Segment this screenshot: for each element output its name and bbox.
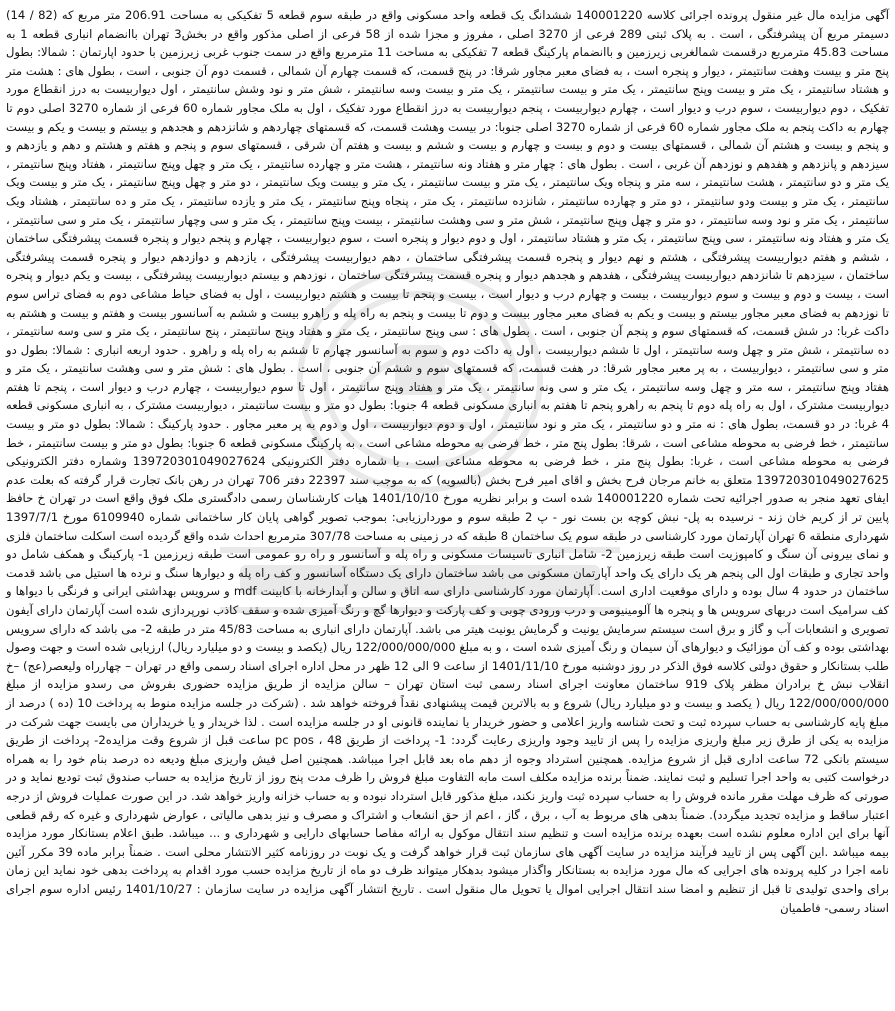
notice-body-text: آگهی مزایده مال غیر منقول پرونده اجرائی کلاسه 140001220 ششدانگ یک قطعه واحد مسکونی واقع در طبقه سوم قطعه 5 تفکیکی به مساحت 206.91 متر مربع که (82 / 14) دسیمتر مربع آن پیشرفتگی ، است . به پلاک ثبتی 289 فرعی از 3270 اصلی ، مفروز و مجزا شده از 58 فرعی از اصلی مذکور واقع در بخش3 تهران باانضمام انباری قطعه 1 به مساحت 45.83 مترمربع درقسمت شمالغربی زیرزمین و باانضمام پارکینگ قطعه 7 تفکیکی به مساحت 11 مترمربع واقع در سمت جنوب غربی زیرزمین با حدود اپارتمان : شمالا: بطول پنج متر و بیست وهفت سانتیمتر ، دیوار و پنجره است ، به فضای معبر مجاور شرقا: در پنج قسمت، که قسمت چهارم آن شمالی ، قسمت دوم آن جنوبی ، است ، بطول های : هشت متر و هشتاد سانتیمتر ، یک متر و بیست وپنج سانتیمتر ، یک متر و بیست سانتیمتر ، یک متر و بیست وسه سانتیمتر ، شش متر و نود وشش سانتیمتر ، اول دیواربیست به درز انقطاع مورد تفکیک ، دوم دیواربیست ، سوم درب و دیوار است ، چهارم دیواربیست ، پنجم دیواربیست به درز انقطاع مورد تفکیک ، اول به ملک مجاور شماره 60 فرعی از شماره 3270 اصلی دوم تا چهارم به داکت پنجم به ملک مجاور شماره 60 فرعی از شماره 3270 اصلی جنوبا: در بیست وهشت قسمت، که قسمتهای چهاردهم و شانزدهم و هجدهم و بیستم و بیست و یکم و بیست و پنجم و بیست و هشتم آن شمالی ، قسمتهای بیست و دوم و بیست و چهارم و بیست و ششم و بیست و هفتم آن شرقی ، قسمتهای سوم و پنجم و هفتم و هشتم و دهم و یازدهم و سیزدهم و پانزدهم و هفدهم و نوزدهم آن غربی ، است . بطول های : چهار متر و هفتاد ونه سانتیمتر ، هشت متر و چهارده سانتیمتر ، یک متر و چهل وپنج سانتیمتر ، هفتاد وپنج سانتیمتر ، یک متر و دو سانتیمتر ، هشت سانتیمتر ، سه متر و پنجاه ویک سانتیمتر ، یک متر و بیست سانتیمتر ، یک متر و بیست ویک سانتیمتر ، دو متر و چهل وپنج سانتیمتر ، یک متر و بیست ویک سانتیمتر ، یک متر و بیست ودو سانتیمتر ، دو متر و چهارده سانتیمتر ، شانزده سانتیمتر ، یک متر ، پنجاه وپنج سانتیمتر ، یک متر و یازده سانتیمتر ، یک متر و ده سانتیمتر ، هشتاد ویک سانتیمتر ، یک متر و نود وسه سانتیمتر ، دو متر و چهل وپنج سانتیمتر ، شش متر و سی وهشت سانتیمتر ، بیست وپنج سانتیمتر ، یک متر و سی وچهار سانتیمتر ، یک متر و سی سانتیمتر ، یک متر و هفتاد ونه سانتیمتر ، سی وپنج سانتیمتر ، یک متر و هشتاد سانتیمتر ، اول و دوم دیوار و پنجره است ، سوم دیواربیست ، چهارم و پنجم دیوار و پنجره قسمت پیشرفتگی ساختمان ، ششم و هفتم دیواربیست پیشرفتگی ، هشتم و نهم دیوار و پنجره قسمت پیشرفتگی ساختمان ، دهم دیواربیست پیشرفتگی ، یازدهم و دوازدهم دیوار و پنجره قسمت پیشرفتگی ساختمان ، سیزدهم تا شانزدهم دیواربیست پیشرفتگی ، هفدهم و هجدهم دیوار و پنجره قسمت پیشرفتگی ساختمان ، نوزدهم و بیستم دیواربیست پیشرفتگی ، بیست و یکم دیوار و پنجره است ، بیست و دوم و بیست و سوم دیواربیست ، بیست و چهارم درب و دیوار است ، بیست و پنجم تا بیست و هشتم دیواربیست ، اول به فضای حیاط مشاعی دوم به فضای تراس سوم تا نوزدهم به فضای معبر مجاور بیستم و بیست و یکم به فضای معبر مجاور بیست و دوم تا بیست و پنجم به راه پله و راهرو بیست و ششم به آسانسور بیست و هفتم و بیست و هشتم به داکت غربا: در شش قسمت، که قسمتهای سوم و پنجم آن جنوبی ، است . بطول های : سی وپنج سانتیمتر ، یک متر و هفتاد وپنج سانتیمتر ، پنج سانتیمتر ، یک متر و سی وسه سانتیمتر ، ده سانتیمتر ، شش متر و چهل وسه سانتیمتر ، اول تا ششم دیواربیست ، اول به داکت دوم و سوم به آسانسور چهارم تا ششم به راه پله و راهرو . حدود اربعه انباری : شمالا: بطول دو متر و سی سانتیمتر ، دیواربیست ، به پر معبر مجاور شرقا: در هفت قسمت، که قسمتهای سوم و ششم آن جنوبی ، است . بطول های : شش متر و سی وهشت سانتیمتر ، یک متر و هفتاد وپنج سانتیمتر ، سه متر و چهل وسه سانتیمتر ، یک متر و سی ونه سانتیمتر ، یک متر و هفتاد وپنج سانتیمتر ، اول تا سوم دیواربیست ، چهارم درب و دیوار است ، پنجم تا هفتم دیواربیست مشترک ، اول به راه پله دوم تا پنجم به راهرو پنجم تا هفتم به انباری مسکونی قطعه 4 جنوبا: بطول دو متر و بیست سانتیمتر ، دیواربیست مشترک ، به انباری مسکونی قطعه 4 غربا: در دو قسمت، بطول های : نه متر و دو سانتیمتر ، یک متر و نود سانتیمتر ، اول و دوم دیواربیست ، اول و دوم به پر معبر مجاور . حدود پارکینگ : شمالا: بطول دو متر و بیست سانتیمتر ، خط فرضی به محوطه مشاعی است ، شرقا: بطول پنج متر ، خط فرضی به محوطه مشاعی است ، به پارکینگ مسکونی قطعه 6 جنوبا: بطول دو متر و بیست سانتیمتر ، خط فرضی به محوطه مشاعی است ، غربا: بطول پنج متر ، خط فرضی به محوطه مشاعی است ، با شماره دفتر الکترونیکی 139720301049027624 وشماره دفتر الکترونیکی 139720301049027625 متعلق به خانم مرجان فرح بخش و اقای امیر فرح بخش (بالسویه) که به موجب سند 22397 دفتر 706 تهران در رهن بانک تجارت قرار گرفته که بعلت عدم ایفای تعهد منجر به صدور اجرائیه تحت شماره 140001220 شده است و برابر نظریه مورخ 1401/10/10 هیات کارشناسان رسمی دادگستری ملک فوق واقع است در تهران خ حافظ پایین تر از کریم خان زند - نرسیده به پل- نبش کوچه بن بست نور - پ 2 طبقه سوم و موردارزیابی: بموجب تصویر گواهی پایان کار ساختمانی شماره 6109940 مورخ 1397/7/1 شهرداری منطقه 6 تهران آپارتمان مورد کارشناسی در طبقه سوم یک ساختمان 8 طبقه که در زمینی به مساحت 307/78 مترمربع احداث شده واقع گردیده است اسکلت ساختمان فلزی و نمای بیرونی آن سنگ و کامپوزیت است طبقه زیرزمین 2- شامل انباری تاسیسات مسکونی و راه پله و آسانسور و راه رو عمومی است طبقه زیرزمین 1- پارکینگ و همکف شامل دو واحد تجاری و طبقات اول الی پنجم هر یک دارای یک واحد آپارتمان مسکونی می باشد ساختمان دارای یک دستگاه آسانسور و کف راه پله و دیوارها سنگ و نرده ها استیل می باشد قدمت ساختمان در حدود 4 سال بوده و دارای موقعیت اداری است. آپارتمان مورد کارشناسی دارای سه اتاق و سالن و آبدارخانه با کابینت mdf و سرویس بهداشتی ایرانی و فرنگی با دیواها و کف سرامیک است دربهای سرویس ها و پنجره ها آلومینیومی و درب ورودی چوبی و کف پارکت و دیوارها گچ و رنگ آمیزی شده و سقف کاذب نورپردازی شده است آپارتمان دارای آیفون تصویری و انشعابات آب و گاز و برق است سیستم سرمایش یونیت و گرمایش یونیت هیتر می باشد. آپارتمان دارای انباری به مساحت 45/83 متر در طبقه 2- می باشد که دارای سرویس بهداشتی بوده و کف آن موزائیک و دیوارهای آن سیمان و رنگ آمیزی شده است ، و به مبلغ 122/000/000/000 ریال (یکصد و بیست و دو میلیارد ریال) ارزیابی شده است و جهت وصول طلب بستانکار و حقوق دولتی کلاسه فوق الذکر در روز دوشنبه مورخ 1401/11/10 از ساعت 9 الی 12 ظهر در محل اداره اجرای اسناد رسمی واقع در تهران – چهارراه ولیعصر(عج) –خ انقلاب نبش خ برادران مظفر پلاک 919 ساختمان معاونت اجرای اسناد رسمی ثبت استان تهران – سالن مزایده از طریق مزایده حضوری بفروش می رسدو مزایده از مبلغ 122/000/000/000 ریال ( یکصد و بیست و دو میلیارد ریال) شروع و به بالاترین قیمت پیشنهادی نقداً فروخته خواهد شد . (شرکت در جلسه مزایده منوط به پرداخت 10 (ده ) درصد از مبلغ پایه کارشناسی به حساب سپرده ثبت و تحت شناسه واریز اعلامی و حضور خریدار یا نماینده قانونی او در جلسه مزایده است . لذا خریدار و یا خریداران می بایست جهت شرکت در مزایده به یکی از طرق زیر مبلغ واریزی مزایده را پس از تایید وجود واریزی رعایت گردد: 1- پرداخت از طریق pc pos ، 48 ساعت قبل از شروع وقت مزایده2- پرداخت از طریق سیستم بانکی 72 ساعت اداری قبل از شروع مزایده. همچنین استرداد وجوه از دهم ماه بعد قابل اجرا میباشد. همچنین اصل فیش واریزی مبلغ ودیعه ده درصد بنام خود را به همراه درخواست کتبی به واحد اجرا تسلیم و ثبت نمایند. ضمناً برنده مزایده مکلف است مابه التفاوت مبلغ فروش را ظرف مدت پنج روز از تاریخ مزایده به حساب صندوق ثبت تودیع نماید و در صورتی که ظرف مهلت مقرر مانده فروش را به حساب سپرده ثبت واریز نکند، مبلغ مذکور قابل استرداد نبوده و به حساب خزانه واریز خواهد شد. در این صورت عملیات فروش از درجه اعتبار ساقط و مزایده تجدید میگردد). ضمناً بدهی های مربوط به آب ، برق ، گاز ، اعم از حق انشعاب و اشتراک و مصرف و نیز بدهی مالیاتی ، عوارض شهرداری و غیره که رقم قطعی آنها برای این اداره معلوم نشده است بعهده برنده مزایده است و تنظیم سند انتقال موکول به ارائه مفاصا حسابهای دارایی و شهرداری و ... میباشد. طبق اعلام بستانکار مورد مزایده بیمه میباشد .این آگهی پس از تایید فرآیند مزایده در سایت آگهی های سازمان ثبت قرار خواهد گرفت و یک نوبت در روزنامه کثیر الانتشار محلی است . ضمناً برابر ماده 39 مکرر آئین نامه اجرا در کلیه پرونده های اجرایی که مال مورد مزایده به بستانکار واگذار میشود بدهکار میتواند ظرف دو ماه از تاریخ مزایده حسب مورد اقدام به پرداخت بدهی خود نماید این زمان برای واحدی تولیدی تا قبل از تنظیم و امضا سند انتقال اجرایی اموال یا تحویل مال منقول است . تاریخ انتشار آگهی مزایده در سایت سازمان : 1401/10/27 رئیس اداره سوم اجرای اسناد رسمی- فاطمیان [6, 8, 890, 915]
